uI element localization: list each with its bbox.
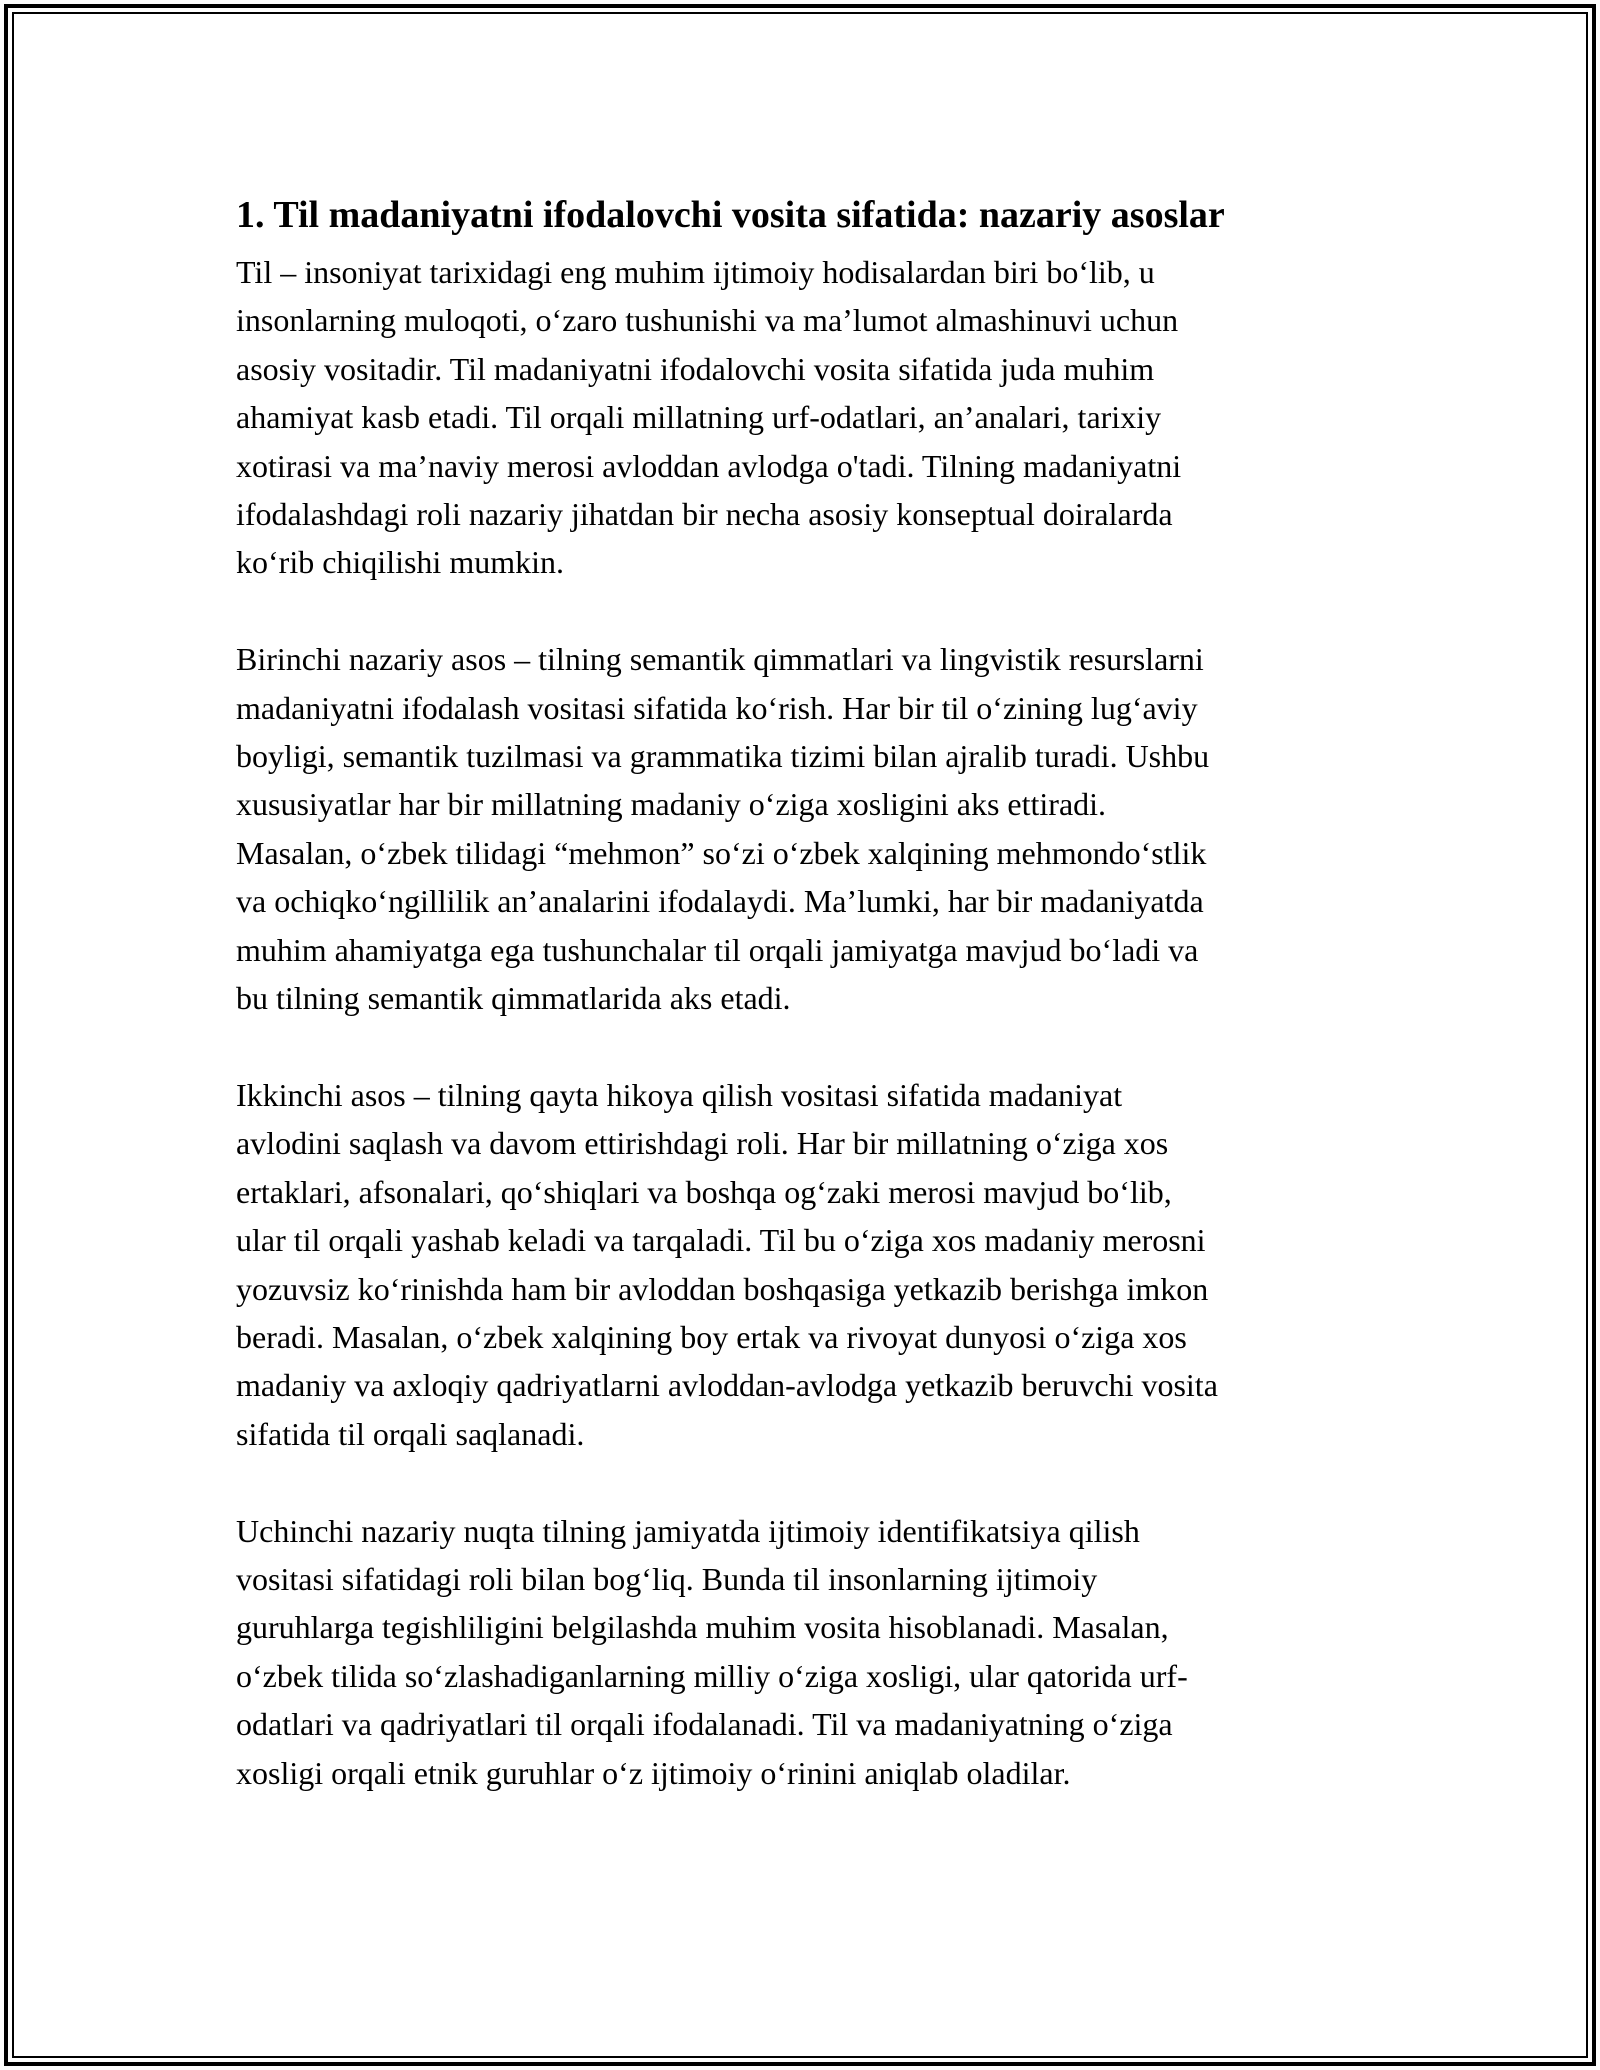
text-line: ahamiyat kasb etadi. Til orqali millatning urf-odatlari, an’analari, tarixiy — [236, 399, 1162, 436]
text-line: ular til orqali yashab keladi va tarqaladi. Til bu o‘ziga xos madaniy merosni — [236, 1222, 1206, 1259]
text-line: Masalan, o‘zbek tilidagi “mehmon” so‘zi o‘zbek xalqining mehmondo‘stlik — [236, 834, 1207, 871]
text-line: guruhlarga tegishliligini belgilashda muhim vosita hisoblanadi. Masalan, — [236, 1609, 1169, 1646]
paragraph-2 — [236, 635, 1366, 1022]
text-line: ertaklari, afsonalari, qo‘shiqlari va boshqa og‘zaki merosi mavjud bo‘lib, — [236, 1173, 1172, 1210]
text-line: yozuvsiz ko‘rinishda ham bir avloddan boshqasiga yetkazib berishga imkon — [236, 1270, 1209, 1307]
text-line: Til – insoniyat tarixidagi eng muhim ijtimoiy hodisalardan biri bo‘lib, u — [236, 254, 1155, 290]
text-line: madaniy va axloqiy qadriyatlarni avloddan-avlodga yetkazib beruvchi vosita — [236, 1367, 1218, 1404]
text-line: xotirasi va ma’naviy merosi avloddan avlodga o'tadi. Tilning madaniyatni — [236, 447, 1182, 484]
paragraph-3 — [236, 1071, 1366, 1458]
section-heading: 1. Til madaniyatni ifodalovchi vosita sifatida: nazariy asoslar — [236, 194, 1225, 236]
document-body — [236, 186, 1366, 1845]
paragraph-4 — [236, 1507, 1366, 1797]
text-line: odatlari va qadriyatlari til orqali ifodalanadi. Til va madaniyatning o‘ziga — [236, 1706, 1173, 1743]
text-line: o‘zbek tilida so‘zlashadiganlarning milliy o‘ziga xosligi, ular qatorida urf- — [236, 1657, 1188, 1694]
text-line: va ochiqko‘ngillilik an’analarini ifodalaydi. Ma’lumki, har bir madaniyatda — [236, 883, 1204, 920]
paragraph-1 — [236, 248, 1366, 587]
text-line: Ikkinchi asos – tilning qayta hikoya qilish vositasi sifatida madaniyat — [236, 1076, 1123, 1113]
text-line: beradi. Masalan, o‘zbek xalqining boy ertak va rivoyat dunyosi o‘ziga xos — [236, 1318, 1187, 1355]
text-line: ko‘rib chiqilishi mumkin. — [236, 544, 564, 581]
text-line: ifodalashdagi roli nazariy jihatdan bir necha asosiy konseptual doiralarda — [236, 496, 1173, 533]
text-line: bu tilning semantik qimmatlarida aks etadi. — [236, 980, 791, 1017]
text-line: avlodini saqlash va davom ettirishdagi roli. Har bir millatning o‘ziga xos — [236, 1125, 1169, 1162]
text-line: xosligi orqali etnik guruhlar o‘z ijtimoiy o‘rinini aniqlab oladilar. — [236, 1754, 1071, 1791]
text-line: insonlarning muloqoti, o‘zaro tushunishi va ma’lumot almashinuvi uchun — [236, 302, 1179, 339]
text-line: madaniyatni ifodalash vositasi sifatida ko‘rish. Har bir til o‘zining lug‘aviy — [236, 689, 1198, 726]
text-line: vositasi sifatidagi roli bilan bog‘liq. Bunda til insonlarning ijtimoiy — [236, 1560, 1098, 1597]
text-line: Uchinchi nazariy nuqta tilning jamiyatda ijtimoiy identifikatsiya qilish — [236, 1512, 1140, 1549]
text-line: xususiyatlar har bir millatning madaniy o‘ziga xosligini aks ettiradi. — [236, 786, 1107, 823]
text-line: boyligi, semantik tuzilmasi va grammatika tizimi bilan ajralib turadi. Ushbu — [236, 738, 1210, 775]
text-line: muhim ahamiyatga ega tushunchalar til orqali jamiyatga mavjud bo‘ladi va — [236, 931, 1199, 968]
text-line: asosiy vositadir. Til madaniyatni ifodalovchi vosita sifatida juda muhim — [236, 350, 1155, 387]
text-line: Birinchi nazariy asos – tilning semantik qimmatlari va lingvistik resurslarni — [236, 641, 1204, 678]
text-line: sifatida til orqali saqlanadi. — [236, 1415, 585, 1452]
